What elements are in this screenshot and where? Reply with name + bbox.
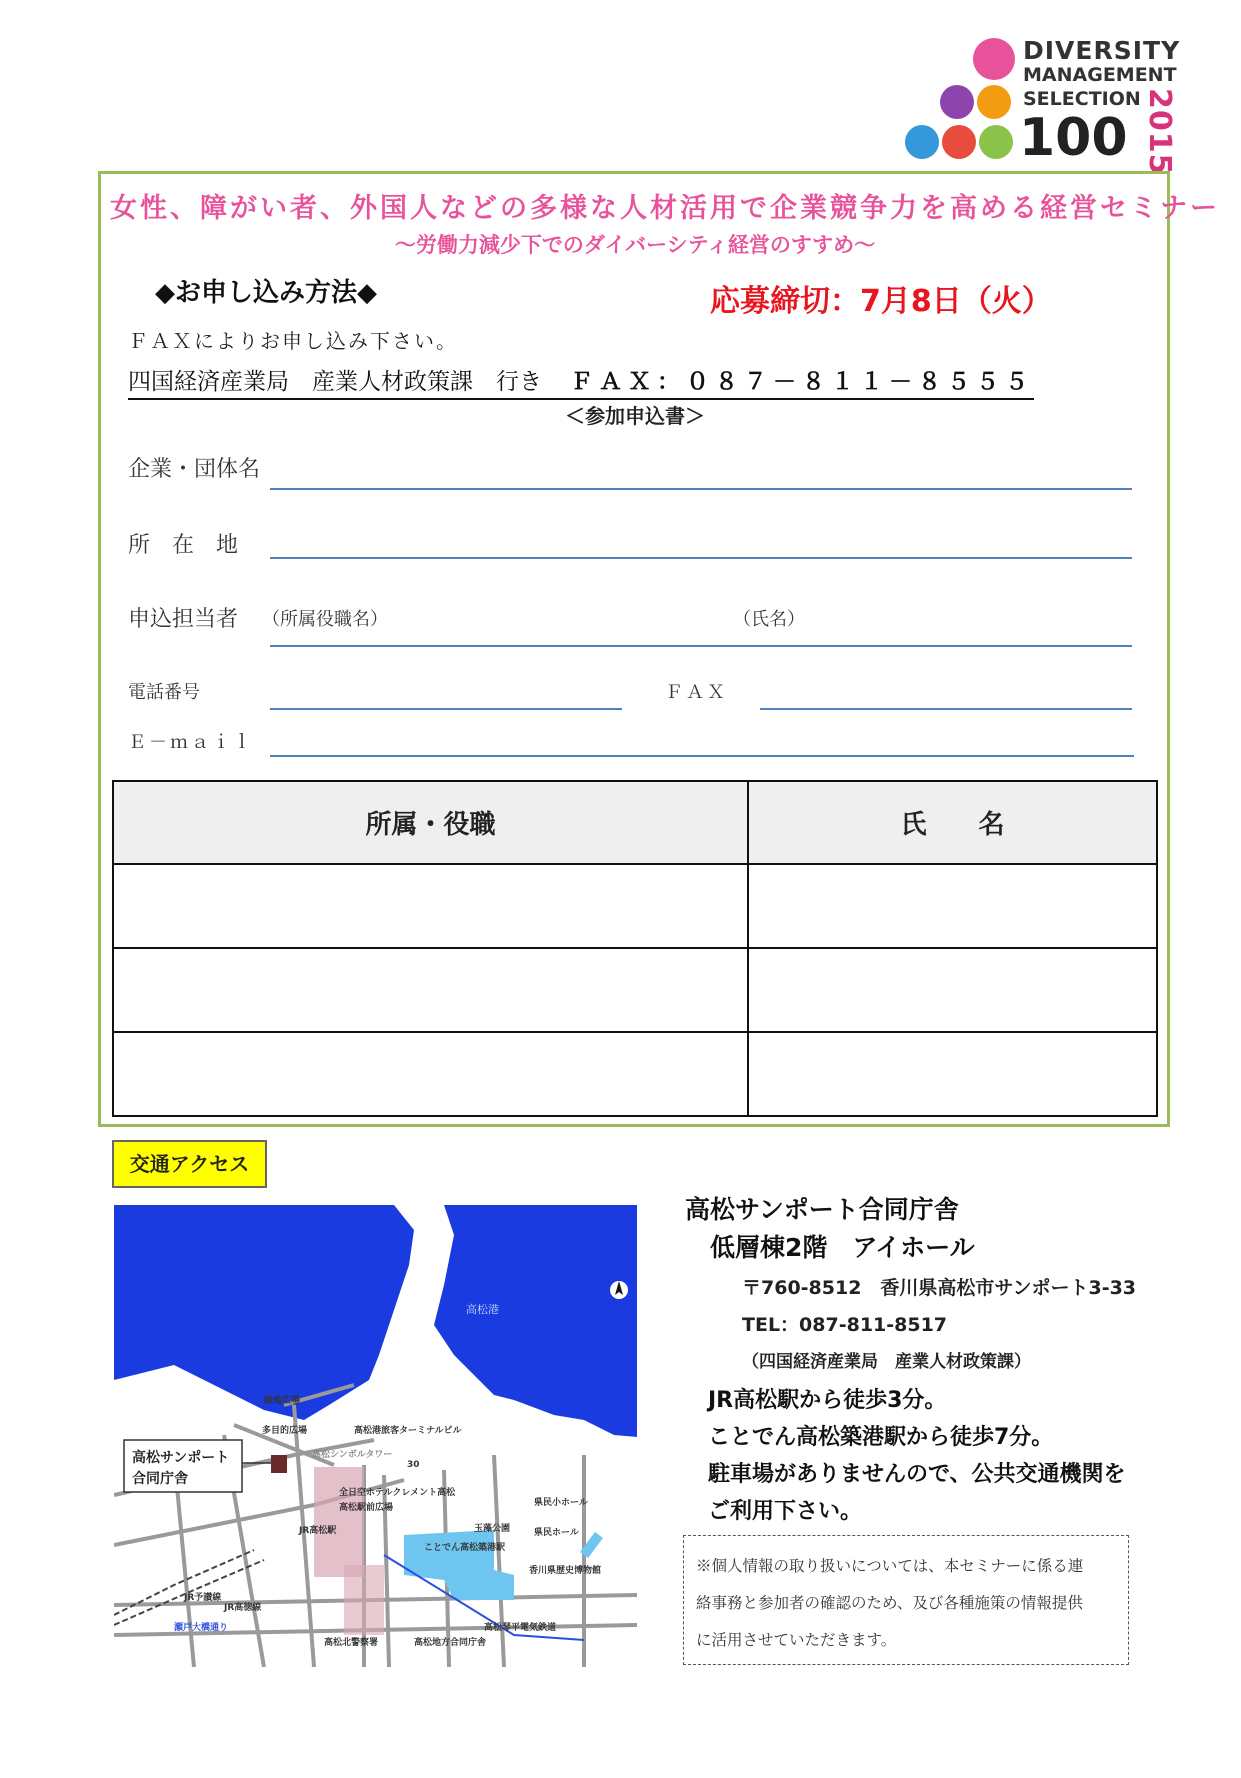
applicant-field[interactable] — [270, 645, 1132, 647]
privacy-note-line: ※個人情報の取り扱いについては、本セミナーに係る連 — [696, 1557, 1084, 1575]
logo-dot-blue — [905, 125, 939, 159]
map-label: 全日空ホテルクレメント高松 — [339, 1488, 456, 1498]
logo-dot-green — [979, 125, 1013, 159]
form-title: ＜参加申込書＞ — [565, 404, 705, 428]
seminar-title: 女性、障がい者、外国人などの多様な人材活用で企業競争力を高める経営セミナー — [110, 193, 1220, 224]
affiliation-cell[interactable] — [113, 864, 748, 948]
table-row — [113, 864, 1157, 948]
access-map — [114, 1205, 637, 1667]
access-label: 交通アクセス — [112, 1140, 267, 1188]
map-label: 瀬戸大橋通り — [174, 1623, 229, 1633]
map-label: 多目的広場 — [262, 1426, 308, 1436]
logo-dot-purple — [940, 85, 974, 119]
applicant-name-label: （氏名） — [733, 609, 805, 630]
logo-year: 2015 — [1142, 88, 1177, 176]
email-label: Ｅ－ｍａｉｌ — [128, 732, 254, 753]
address-label: 所 在 地 — [128, 533, 239, 558]
north-arrow-icon — [610, 1281, 628, 1299]
destination-office: 四国経済産業局 産業人材政策課 行き — [128, 369, 542, 395]
participants-table — [112, 780, 1158, 1117]
applicant-title-label: （所属役職名） — [262, 609, 388, 630]
map-label: 緑地広場 — [264, 1396, 301, 1406]
direction-line: ご利用下さい。 — [708, 1499, 863, 1524]
name-cell[interactable] — [748, 1032, 1157, 1116]
logo-number: 100 — [1019, 108, 1128, 168]
map-label: 玉藻公園 — [474, 1524, 511, 1534]
fax-number: ＦＡＸ：０８７－８１１－８５５５ — [570, 368, 1034, 395]
map-label: JR高松駅 — [299, 1526, 337, 1536]
table-row — [113, 948, 1157, 1032]
map-label: JR高徳線 — [224, 1603, 262, 1613]
table-header-row — [113, 781, 1157, 864]
fax-instruction: ＦＡＸによりお申し込み下さい。 — [128, 329, 458, 353]
map-station-area — [314, 1467, 364, 1577]
direction-line: ことでん高松築港駅から徒歩7分。 — [708, 1425, 1054, 1450]
name-cell[interactable] — [748, 948, 1157, 1032]
map-label: 高松シンボルタワー — [312, 1450, 393, 1460]
map-label: 高松琴平電気鉄道 — [484, 1623, 557, 1633]
fax-field[interactable] — [760, 708, 1132, 710]
company-field[interactable] — [270, 488, 1132, 490]
header-name: 氏 名 — [748, 781, 1157, 864]
map-label: ことでん高松築港駅 — [424, 1543, 506, 1553]
map-label: JR予讃線 — [184, 1593, 222, 1603]
logo-diversity: DIVERSITY — [1023, 36, 1181, 65]
privacy-note-line: 絡事務と参加者の確認のため、及び各種施策の情報提供 — [696, 1594, 1083, 1612]
direction-line: 駐車場がありませんので、公共交通機関を — [708, 1462, 1126, 1487]
phone-field[interactable] — [270, 708, 622, 710]
phone-label: 電話番号 — [128, 682, 200, 703]
company-label: 企業・団体名 — [128, 457, 261, 482]
fax-destination — [128, 363, 1034, 400]
logo-management: MANAGEMENT — [1023, 64, 1177, 86]
direction-line: JR高松駅から徒歩3分。 — [708, 1388, 947, 1413]
table-row — [113, 1032, 1157, 1116]
map-venue-callout-line1: 高松サンポート — [132, 1450, 230, 1466]
privacy-note-line: に活用させていただきます。 — [696, 1631, 897, 1649]
applicant-label: 申込担当者 — [128, 607, 239, 632]
venue-floor: 低層棟2階 アイホール — [710, 1233, 975, 1262]
address-field[interactable] — [270, 557, 1132, 559]
map-building — [344, 1565, 384, 1635]
map-label: 県民ホール — [534, 1528, 579, 1538]
deadline: 応募締切：7月8日（火） — [710, 284, 1052, 319]
privacy-note — [683, 1535, 1129, 1665]
venue-tel: TEL：087-811-8517 — [742, 1314, 948, 1336]
affiliation-cell[interactable] — [113, 1032, 748, 1116]
email-field[interactable] — [270, 755, 1134, 757]
map-label: 高松港旅客ターミナルビル — [354, 1426, 462, 1436]
logo-dot-red — [942, 125, 976, 159]
map-label: 高松地方合同庁舎 — [414, 1638, 487, 1648]
logo-selection: SELECTION — [1023, 88, 1141, 110]
diversity-logo — [905, 30, 1195, 176]
name-cell[interactable] — [748, 864, 1157, 948]
map-label: 高松北警察署 — [324, 1638, 379, 1648]
venue-department: （四国経済産業局 産業人材政策課） — [742, 1352, 1031, 1372]
map-venue-marker — [271, 1455, 287, 1473]
logo-dot-orange — [977, 85, 1011, 119]
map-label: 30 — [407, 1460, 420, 1470]
seminar-subtitle: ～労働力減少下でのダイバーシティ経営のすすめ～ — [394, 232, 876, 257]
header-affiliation: 所属・役職 — [113, 781, 748, 864]
logo-dot-pink — [973, 38, 1015, 80]
fax-label: ＦＡＸ — [665, 682, 728, 703]
venue-postal-address: 〒760-8512 香川県高松市サンポート3-33 — [742, 1277, 1137, 1299]
map-label: 県民小ホール — [534, 1498, 588, 1508]
map-label: 高松駅前広場 — [339, 1503, 394, 1513]
map-harbor-label: 高松港 — [466, 1303, 499, 1316]
map-label: 香川県歴史博物館 — [529, 1566, 602, 1576]
application-method-heading: ◆お申し込み方法◆ — [155, 278, 377, 308]
map-venue-callout-line2: 合同庁舎 — [132, 1471, 188, 1487]
venue-name: 高松サンポート合同庁舎 — [685, 1195, 959, 1224]
affiliation-cell[interactable] — [113, 948, 748, 1032]
